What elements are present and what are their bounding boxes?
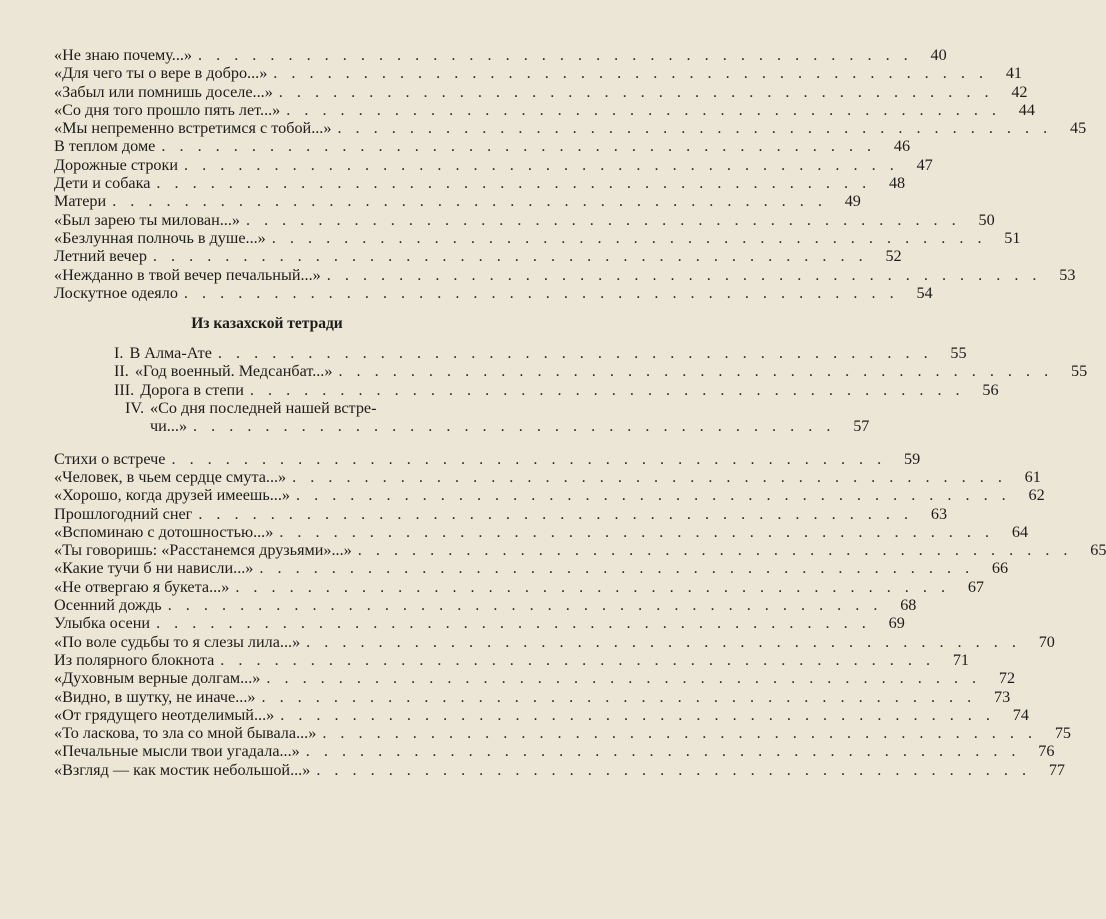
toc-entry-title: «Хорошо, когда друзей имеешь...» [54, 486, 290, 505]
toc-leader-dots: . . . . . . . . . . . . . . . . . . . . . . . . . . . . . . . . . . . . . . . . [235, 577, 951, 596]
toc-entry [54, 247, 902, 266]
toc-entry [54, 577, 985, 596]
toc-entry-page: 57 [853, 417, 870, 436]
toc-leader-dots: . . . . . . . . . . . . . . . . . . . . . . . . . . . . . . . . . . . . . . . . [279, 522, 995, 541]
toc-entry [54, 362, 1088, 381]
toc-entry [54, 522, 1029, 541]
toc-entry-page: 49 [844, 192, 861, 211]
toc-entry-continuation [54, 417, 870, 436]
toc-entry [54, 228, 1021, 247]
toc-entry-page: 66 [991, 559, 1009, 578]
toc-entry [54, 632, 1055, 651]
toc-entry [54, 687, 1011, 706]
toc-entry-page: 69 [888, 614, 905, 633]
toc-entry-page: 50 [978, 210, 995, 229]
toc-entry-title: «Ты говоришь: «Расстанемся друзьями»...» [54, 541, 352, 560]
toc-entry [54, 192, 861, 211]
toc-entry-title: Стихи о встрече [54, 449, 166, 468]
toc-entry-title: «Духовным верные долгам...» [54, 669, 261, 688]
toc-entry-title: Улыбка осени [54, 614, 151, 633]
toc-entry-page: 65 [1090, 541, 1106, 560]
toc-entry-page: 70 [1038, 632, 1055, 651]
toc-leader-dots: . . . . . . . . . . . . . . . . . . . . . . . . . . . . . . . . . . . . . . . . [338, 362, 1054, 381]
toc-entry-title: «То ласкова, то зла со мной бывала...» [54, 724, 317, 743]
toc-entry-page: 73 [994, 687, 1011, 706]
toc-entry-title: «Был зарею ты милован...» [54, 210, 240, 229]
toc-entry [54, 559, 1009, 578]
toc-entry-title: Лоскутное одеяло [54, 283, 178, 302]
toc-entry-title: В теплом доме [54, 137, 156, 156]
toc-leader-dots: . . . . . . . . . . . . . . . . . . . . . . . . . . . . . . . . . . . . . . . . [337, 119, 1053, 138]
toc-leader-dots: . . . . . . . . . . . . . . . . . . . . . . . . . . . . . . . . . . . . . . . . [259, 559, 975, 578]
toc-entry-title: Дорога в степи [140, 380, 244, 399]
toc-leader-dots: . . . . . . . . . . . . . . . . . . . . . . . . . . . . . . . . . . . . . . . . [278, 82, 994, 101]
toc-leader-dots: . . . . . . . . . . . . . . . . . . . . . . . . . . . . . . . . . . . . . . . . [261, 687, 977, 706]
toc-entry-page: 53 [1059, 265, 1076, 284]
toc-leader-dots: . . . . . . . . . . . . . . . . . . . . . . . . . . . . . . . . . . . . . . . . [198, 46, 913, 64]
toc-leader-dots: . . . . . . . . . . . . . . . . . . . . . . . . . . . . . . . . . . . . [193, 417, 836, 436]
toc-entry-page: 42 [1011, 82, 1028, 101]
toc-leader-dots: . . . . . . . . . . . . . . . . . . . . . . . . . . . . . . . . . . . . . . . . [271, 228, 987, 247]
toc-entry [54, 669, 1016, 688]
toc-entry-title: «Нежданно в твой вечер печальный...» [54, 265, 321, 284]
toc-entry-page: 62 [1028, 486, 1045, 505]
toc-entry-title: В Алма-Ате [129, 344, 212, 363]
toc-leader-dots: . . . . . . . . . . . . . . . . . . . . . . . . . . . . . . . . . . . . . . . . [198, 504, 914, 523]
toc-entry [54, 705, 1029, 724]
toc-entry [54, 541, 1106, 560]
toc-leader-dots: . . . . . . . . . . . . . . . . . . . . . . . . . . . . . . . . . . . . . . . . [322, 724, 1038, 743]
toc-entry [54, 742, 1055, 761]
toc-leader-dots: . . . . . . . . . . . . . . . . . . . . . . . . . . . . . . . . . . . . . . . . [156, 614, 871, 633]
toc-leader-dots: . . . . . . . . . . . . . . . . . . . . . . . . . . . . . . . . . . . . . . . . [183, 283, 899, 302]
toc-entry-page: 41 [1005, 64, 1022, 83]
toc-entry-title: «Вспоминаю с дотошностью...» [54, 522, 274, 541]
toc-leader-dots: . . . . . . . . . . . . . . . . . . . . . . . . . . . . . . . . . . . . . . . . [273, 64, 988, 83]
toc-leader-dots: . . . . . . . . . . . . . . . . . . . . . . . . . . . . . . . . . . . . . . . . [184, 155, 899, 174]
toc-entry [54, 380, 999, 399]
toc-entry [54, 596, 917, 615]
toc-entry-page: 67 [967, 577, 985, 596]
table-of-contents [54, 46, 1106, 779]
toc-entry-page: 52 [885, 247, 902, 266]
toc-group-2 [54, 449, 1106, 779]
toc-leader-dots: . . . . . . . . . . . . . . . . . . . . . . . . . . . . . . . . . . . . . . . . [217, 344, 933, 363]
toc-entry-title: «От грядущего неотделимый...» [54, 705, 275, 724]
toc-entry [54, 724, 1072, 743]
toc-entry [54, 174, 906, 193]
toc-entry [54, 283, 933, 302]
toc-entry-page: 47 [916, 155, 933, 174]
toc-entry-number: I. [114, 344, 124, 363]
toc-entry [54, 614, 905, 633]
toc-leader-dots: . . . . . . . . . . . . . . . . . . . . . . . . . . . . . . . . . . . . . . . . [220, 650, 935, 669]
toc-entry-title: «Печальные мысли твои угадала...» [54, 742, 300, 761]
toc-leader-dots: . . . . . . . . . . . . . . . . . . . . . . . . . . . . . . . . . . . . . . . . [249, 380, 965, 399]
toc-entry-title: «Не знаю почему...» [54, 46, 193, 64]
toc-leader-dots: . . . . . . . . . . . . . . . . . . . . . . . . . . . . . . . . . . . . . . . . [161, 137, 877, 156]
toc-entry [54, 82, 1028, 101]
toc-entry [54, 504, 948, 523]
toc-entry-page: 54 [916, 283, 933, 302]
toc-entry-title: Дети и собака [54, 174, 151, 193]
toc-group-1 [54, 46, 1087, 302]
toc-leader-dots: . . . . . . . . . . . . . . . . . . . . . . . . . . . . . . . . . . . . . . . . [292, 467, 1007, 486]
toc-leader-dots: . . . . . . . . . . . . . . . . . . . . . . . . . . . . . . . . . . . . . . . . [171, 449, 887, 468]
toc-leader-dots: . . . . . . . . . . . . . . . . . . . . . . . . . . . . . . . . . . . . . . . . [266, 669, 982, 688]
toc-section-items [54, 344, 1088, 418]
toc-leader-dots: . . . . . . . . . . . . . . . . . . . . . . . . . . . . . . . . . . . . . . . . [286, 100, 1001, 119]
toc-entry-page: 51 [1004, 228, 1021, 247]
toc-entry-title: Осенний дождь [54, 596, 162, 615]
toc-entry-title: «Мы непременно встретимся с тобой...» [54, 119, 332, 138]
toc-leader-dots: . . . . . . . . . . . . . . . . . . . . . . . . . . . . . . . . . . . . . . . . [245, 210, 961, 229]
section-heading: Из казахской тетради [191, 315, 343, 333]
toc-entry [54, 650, 969, 669]
toc-entry-title: Летний вечер [54, 247, 147, 266]
toc-entry-number: II. [114, 362, 129, 381]
toc-entry [54, 155, 933, 174]
toc-entry [54, 344, 967, 363]
toc-entry-title: Матери [54, 192, 107, 211]
toc-entry-page: 72 [998, 669, 1016, 688]
toc-entry-title: «По воле судьбы то я слезы лила...» [54, 632, 301, 651]
toc-entry-title: «Взгляд — как мостик небольшой...» [54, 760, 311, 779]
toc-entry-number: III. [114, 380, 135, 399]
toc-entry-page: 55 [1070, 362, 1088, 381]
toc-entry-title: «Со дня последней нашей встре- [150, 399, 377, 418]
toc-entry-page: 68 [900, 596, 917, 615]
toc-entry-title: чи...» [150, 417, 188, 436]
toc-entry [54, 467, 1041, 486]
toc-entry-page: 63 [930, 504, 948, 523]
toc-entry-page: 75 [1054, 724, 1072, 743]
toc-entry-title: Из полярного блокнота [54, 650, 215, 669]
toc-entry-number: IV. [124, 399, 144, 418]
toc-entry-title: Дорожные строки [54, 155, 179, 174]
toc-entry-page: 71 [952, 650, 969, 669]
toc-entry [54, 119, 1087, 138]
toc-entry [54, 449, 921, 468]
toc-entry-title: «Не отвергаю я букета...» [54, 577, 230, 596]
toc-leader-dots: . . . . . . . . . . . . . . . . . . . . . . . . . . . . . . . . . . . . . . . . [357, 541, 1073, 560]
toc-leader-dots: . . . . . . . . . . . . . . . . . . . . . . . . . . . . . . . . . . . . . . . . [316, 760, 1032, 779]
toc-entry [54, 46, 947, 64]
toc-entry-page: 61 [1024, 467, 1041, 486]
toc-entry-title: «Видно, в шутку, не иначе...» [54, 687, 256, 706]
toc-entry-page: 64 [1011, 522, 1029, 541]
toc-entry [54, 399, 480, 417]
toc-entry-page: 44 [1018, 100, 1035, 119]
toc-entry-page: 76 [1038, 742, 1055, 761]
toc-entry [54, 100, 1035, 119]
toc-entry-title: «Безлунная полночь в душе...» [54, 228, 266, 247]
toc-entry-title: «Для чего ты о вере в добро...» [54, 64, 268, 83]
toc-leader-dots: . . . . . . . . . . . . . . . . . . . . . . . . . . . . . . . . . . . . . . . . [306, 632, 1021, 651]
toc-entry-page: 46 [893, 137, 911, 156]
toc-entry-page: 45 [1069, 119, 1087, 138]
toc-entry-title: Прошлогодний снег [54, 504, 193, 523]
toc-entry-title: «Год военный. Медсанбат...» [134, 362, 333, 381]
toc-entry-title: «Со дня того прошло пять лет...» [54, 100, 281, 119]
toc-leader-dots: . . . . . . . . . . . . . . . . . . . . . . . . . . . . . . . . . . . . . . . . [156, 174, 872, 193]
toc-leader-dots: . . . . . . . . . . . . . . . . . . . . . . . . . . . . . . . . . . . . . . . . [296, 486, 1011, 505]
toc-leader-dots: . . . . . . . . . . . . . . . . . . . . . . . . . . . . . . . . . . . . . . . . [280, 705, 995, 724]
toc-entry-page: 59 [904, 449, 921, 468]
toc-entry-title: «Забыл или помнишь доселе...» [54, 82, 273, 101]
toc-leader-dots: . . . . . . . . . . . . . . . . . . . . . . . . . . . . . . . . . . . . . . . . [112, 192, 827, 211]
toc-entry [54, 210, 995, 229]
toc-entry-title: «Какие тучи б ни нависли...» [54, 559, 254, 578]
toc-entry-page: 48 [888, 174, 906, 193]
toc-entry [54, 64, 1022, 83]
toc-leader-dots: . . . . . . . . . . . . . . . . . . . . . . . . . . . . . . . . . . . . . . . . [152, 247, 868, 266]
toc-entry-page: 40 [930, 46, 947, 64]
toc-entry [54, 486, 1045, 505]
toc-entry-page: 55 [950, 344, 967, 363]
toc-entry-title: «Человек, в чьем сердце смута...» [54, 467, 287, 486]
toc-entry-page: 77 [1048, 760, 1066, 779]
toc-leader-dots: . . . . . . . . . . . . . . . . . . . . . . . . . . . . . . . . . . . . . . . . [167, 596, 883, 615]
toc-leader-dots: . . . . . . . . . . . . . . . . . . . . . . . . . . . . . . . . . . . . . . . . [326, 265, 1042, 284]
toc-leader-dots: . . . . . . . . . . . . . . . . . . . . . . . . . . . . . . . . . . . . . . . . [305, 742, 1021, 761]
toc-entry [54, 265, 1076, 284]
toc-entry [54, 760, 1066, 779]
toc-entry-page: 74 [1012, 705, 1029, 724]
toc-entry-page: 56 [982, 380, 999, 399]
toc-entry [54, 137, 911, 156]
